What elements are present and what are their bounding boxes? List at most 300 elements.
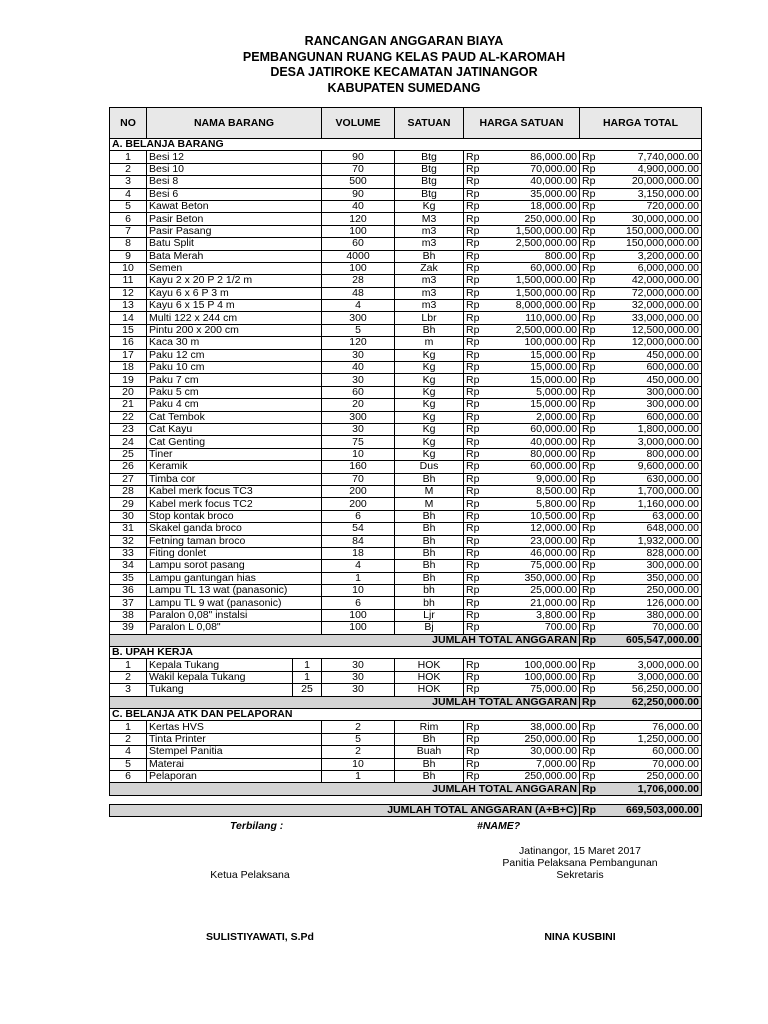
item-unit: Kg: [395, 448, 464, 460]
item-total-price: 12,500,000.00: [604, 324, 702, 336]
header-harga-satuan: HARGA SATUAN: [464, 108, 580, 139]
header-no: NO: [110, 108, 147, 139]
item-person-count: 1: [293, 671, 322, 683]
item-total-price: 7,740,000.00: [604, 151, 702, 163]
item-no: 7: [110, 225, 147, 237]
table-row: [110, 498, 702, 510]
item-unit: Btg: [395, 151, 464, 163]
item-total-price: 630,000.00: [604, 473, 702, 485]
table-row: [110, 349, 702, 361]
item-volume: 100: [322, 609, 395, 621]
currency-label: Rp: [580, 684, 604, 696]
currency-label: Rp: [464, 684, 488, 696]
item-no: 39: [110, 622, 147, 634]
grand-total-row: [110, 804, 702, 816]
item-total-price: 600,000.00: [604, 411, 702, 423]
item-no: 22: [110, 411, 147, 423]
currency-label: Rp: [580, 399, 604, 411]
item-total-price: 720,000.00: [604, 200, 702, 212]
section-total-label: JUMLAH TOTAL ANGGARAN: [110, 634, 580, 646]
item-total-price: 126,000.00: [604, 597, 702, 609]
currency-label: Rp: [464, 312, 488, 324]
currency-label: Rp: [580, 671, 604, 683]
item-volume: 4000: [322, 250, 395, 262]
item-name: Cat Genting: [147, 436, 322, 448]
table-row: [110, 312, 702, 324]
item-name: Pintu 200 x 200 cm: [147, 324, 322, 336]
item-total-price: 3,150,000.00: [604, 188, 702, 200]
terbilang-value: #NAME?: [477, 820, 521, 832]
currency-label: Rp: [464, 572, 488, 584]
currency-label: Rp: [464, 770, 488, 782]
table-body: [110, 139, 702, 817]
item-total-price: 3,000,000.00: [604, 436, 702, 448]
item-no: 6: [110, 213, 147, 225]
currency-label: Rp: [464, 188, 488, 200]
item-name: Stempel Panitia: [147, 746, 322, 758]
item-name: Fetning taman broco: [147, 535, 322, 547]
currency-label: Rp: [580, 448, 604, 460]
item-total-price: 12,000,000.00: [604, 337, 702, 349]
currency-label: Rp: [464, 411, 488, 423]
table-row: [110, 560, 702, 572]
table-row: [110, 448, 702, 460]
item-unit-price: 5,800.00: [488, 498, 580, 510]
currency-label: Rp: [464, 324, 488, 336]
table-row: [110, 523, 702, 535]
item-volume: 500: [322, 176, 395, 188]
item-unit-price: 100,000.00: [488, 659, 580, 671]
item-name: Paku 7 cm: [147, 374, 322, 386]
item-unit-price: 15,000.00: [488, 374, 580, 386]
item-name: Lampu TL 13 wat (panasonic): [147, 585, 322, 597]
item-no: 34: [110, 560, 147, 572]
currency-label: Rp: [580, 485, 604, 497]
table-row: [110, 746, 702, 758]
item-unit-price: 70,000.00: [488, 163, 580, 175]
item-unit-price: 700.00: [488, 622, 580, 634]
currency-label: Rp: [580, 287, 604, 299]
item-unit-price: 250,000.00: [488, 213, 580, 225]
item-total-price: 800,000.00: [604, 448, 702, 460]
item-total-price: 33,000,000.00: [604, 312, 702, 324]
currency-label: Rp: [580, 804, 604, 816]
currency-label: Rp: [464, 300, 488, 312]
header-volume: VOLUME: [322, 108, 395, 139]
currency-label: Rp: [464, 510, 488, 522]
item-volume: 40: [322, 362, 395, 374]
currency-label: Rp: [580, 250, 604, 262]
table-row: [110, 597, 702, 609]
currency-label: Rp: [464, 523, 488, 535]
item-total-price: 63,000.00: [604, 510, 702, 522]
item-total-price: 32,000,000.00: [604, 300, 702, 312]
currency-label: Rp: [464, 213, 488, 225]
header-harga-total: HARGA TOTAL: [580, 108, 702, 139]
item-unit-price: 15,000.00: [488, 362, 580, 374]
item-volume: 70: [322, 473, 395, 485]
item-unit: Kg: [395, 436, 464, 448]
currency-label: Rp: [464, 163, 488, 175]
item-name: Kabel merk focus TC3: [147, 485, 322, 497]
currency-label: Rp: [464, 250, 488, 262]
table-row: [110, 151, 702, 163]
currency-label: Rp: [580, 609, 604, 621]
currency-label: Rp: [464, 374, 488, 386]
item-volume: 120: [322, 337, 395, 349]
item-name: Kertas HVS: [147, 721, 322, 733]
currency-label: Rp: [464, 585, 488, 597]
currency-label: Rp: [464, 485, 488, 497]
item-total-price: 380,000.00: [604, 609, 702, 621]
item-name: Cat Tembok: [147, 411, 322, 423]
item-volume: 70: [322, 163, 395, 175]
currency-label: Rp: [580, 597, 604, 609]
currency-label: Rp: [464, 362, 488, 374]
item-total-price: 300,000.00: [604, 386, 702, 398]
item-no: 3: [110, 176, 147, 188]
item-volume: 10: [322, 758, 395, 770]
currency-label: Rp: [464, 399, 488, 411]
item-name: Keramik: [147, 461, 322, 473]
table-row: [110, 485, 702, 497]
item-volume: 20: [322, 399, 395, 411]
item-name: Multi 122 x 244 cm: [147, 312, 322, 324]
title-line-4: KABUPATEN SUMEDANG: [327, 80, 481, 95]
item-unit-price: 60,000.00: [488, 423, 580, 435]
item-unit-price: 800.00: [488, 250, 580, 262]
currency-label: Rp: [580, 262, 604, 274]
item-no: 37: [110, 597, 147, 609]
item-no: 3: [110, 684, 147, 696]
item-volume: 6: [322, 510, 395, 522]
currency-label: Rp: [464, 473, 488, 485]
item-unit: Bh: [395, 733, 464, 745]
item-volume: 10: [322, 448, 395, 460]
item-volume: 40: [322, 200, 395, 212]
item-volume: 160: [322, 461, 395, 473]
item-unit: HOK: [395, 684, 464, 696]
item-volume: 6: [322, 597, 395, 609]
item-name: Fiting donlet: [147, 547, 322, 559]
currency-label: Rp: [464, 275, 488, 287]
item-no: 23: [110, 423, 147, 435]
item-volume: 48: [322, 287, 395, 299]
currency-label: Rp: [580, 523, 604, 535]
table-header-row: [110, 108, 702, 139]
item-unit: Rim: [395, 721, 464, 733]
item-unit: HOK: [395, 671, 464, 683]
currency-label: Rp: [580, 200, 604, 212]
item-volume: 4: [322, 560, 395, 572]
currency-label: Rp: [580, 585, 604, 597]
table-row: [110, 411, 702, 423]
currency-label: Rp: [464, 609, 488, 621]
item-person-count: 1: [293, 659, 322, 671]
item-volume: 100: [322, 262, 395, 274]
item-unit: M: [395, 498, 464, 510]
item-volume: 120: [322, 213, 395, 225]
item-volume: 5: [322, 324, 395, 336]
item-unit-price: 21,000.00: [488, 597, 580, 609]
item-unit: Zak: [395, 262, 464, 274]
table-row: [110, 275, 702, 287]
item-no: 27: [110, 473, 147, 485]
section-header: [110, 647, 702, 659]
item-total-price: 250,000.00: [604, 770, 702, 782]
document-title: [0, 34, 768, 96]
item-total-price: 70,000.00: [604, 758, 702, 770]
item-no: 1: [110, 659, 147, 671]
item-unit: Kg: [395, 386, 464, 398]
item-unit-price: 30,000.00: [488, 746, 580, 758]
item-no: 24: [110, 436, 147, 448]
item-volume: 28: [322, 275, 395, 287]
currency-label: Rp: [464, 436, 488, 448]
item-unit: Dus: [395, 461, 464, 473]
currency-label: Rp: [580, 746, 604, 758]
currency-label: Rp: [580, 758, 604, 770]
currency-label: Rp: [464, 151, 488, 163]
currency-label: Rp: [464, 349, 488, 361]
currency-label: Rp: [464, 535, 488, 547]
item-total-price: 450,000.00: [604, 349, 702, 361]
item-unit-price: 2,500,000.00: [488, 238, 580, 250]
title-line-1: RANCANGAN ANGGARAN BIAYA: [304, 34, 504, 48]
item-no: 1: [110, 721, 147, 733]
item-total-price: 9,600,000.00: [604, 461, 702, 473]
item-volume: 54: [322, 523, 395, 535]
table-row: [110, 622, 702, 634]
item-volume: 18: [322, 547, 395, 559]
item-unit-price: 8,000,000.00: [488, 300, 580, 312]
item-no: 38: [110, 609, 147, 621]
item-no: 30: [110, 510, 147, 522]
currency-label: Rp: [580, 547, 604, 559]
currency-label: Rp: [464, 461, 488, 473]
item-unit: m: [395, 337, 464, 349]
table-row: [110, 671, 702, 683]
item-unit: Kg: [395, 423, 464, 435]
item-name: Cat Kayu: [147, 423, 322, 435]
currency-label: Rp: [464, 659, 488, 671]
item-unit: Bh: [395, 250, 464, 262]
item-volume: 10: [322, 585, 395, 597]
currency-label: Rp: [464, 547, 488, 559]
section-total-value: 62,250,000.00: [604, 696, 702, 708]
currency-label: Rp: [580, 659, 604, 671]
table-row: [110, 238, 702, 250]
item-no: 5: [110, 758, 147, 770]
currency-label: Rp: [464, 200, 488, 212]
item-unit: Bh: [395, 473, 464, 485]
item-no: 8: [110, 238, 147, 250]
item-name: Paralon 0,08" instalsi: [147, 609, 322, 621]
currency-label: Rp: [580, 213, 604, 225]
item-total-price: 3,000,000.00: [604, 659, 702, 671]
table-row: [110, 176, 702, 188]
item-name: Wakil kepala Tukang: [147, 671, 293, 683]
item-volume: 90: [322, 188, 395, 200]
table-row: [110, 188, 702, 200]
item-total-price: 1,700,000.00: [604, 485, 702, 497]
currency-label: Rp: [580, 386, 604, 398]
section-title: B. UPAH KERJA: [110, 647, 702, 659]
currency-label: Rp: [580, 572, 604, 584]
currency-label: Rp: [580, 770, 604, 782]
item-unit: Ljr: [395, 609, 464, 621]
table-row: [110, 609, 702, 621]
currency-label: Rp: [580, 349, 604, 361]
item-unit-price: 250,000.00: [488, 733, 580, 745]
item-name: Tinta Printer: [147, 733, 322, 745]
item-no: 5: [110, 200, 147, 212]
item-unit-price: 7,000.00: [488, 758, 580, 770]
item-name: Bata Merah: [147, 250, 322, 262]
section-total-value: 1,706,000.00: [604, 783, 702, 795]
table-row: [110, 386, 702, 398]
item-unit: m3: [395, 238, 464, 250]
item-unit: m3: [395, 300, 464, 312]
currency-label: Rp: [580, 436, 604, 448]
item-no: 10: [110, 262, 147, 274]
item-unit: m3: [395, 287, 464, 299]
item-unit: Buah: [395, 746, 464, 758]
currency-label: Rp: [580, 622, 604, 634]
table-row: [110, 213, 702, 225]
item-unit-price: 2,000.00: [488, 411, 580, 423]
currency-label: Rp: [580, 362, 604, 374]
item-name: Pelaporan: [147, 770, 322, 782]
section-header: [110, 139, 702, 151]
item-unit-price: 110,000.00: [488, 312, 580, 324]
item-total-price: 56,250,000.00: [604, 684, 702, 696]
item-no: 2: [110, 163, 147, 175]
table-row: [110, 399, 702, 411]
item-volume: 30: [322, 659, 395, 671]
signature-place-date: Jatinangor, 15 Maret 2017: [518, 845, 641, 857]
item-unit-price: 75,000.00: [488, 560, 580, 572]
item-unit: Kg: [395, 399, 464, 411]
item-name: Kayu 6 x 6 P 3 m: [147, 287, 322, 299]
currency-label: Rp: [464, 560, 488, 572]
table-row: [110, 225, 702, 237]
table-row: [110, 721, 702, 733]
item-total-price: 1,160,000.00: [604, 498, 702, 510]
item-name: Paku 4 cm: [147, 399, 322, 411]
item-volume: 75: [322, 436, 395, 448]
item-name: Pasir Beton: [147, 213, 322, 225]
currency-label: Rp: [464, 721, 488, 733]
item-volume: 300: [322, 411, 395, 423]
section-total-row: [110, 783, 702, 795]
item-volume: 30: [322, 349, 395, 361]
item-name: Kayu 6 x 15 P 4 m: [147, 300, 322, 312]
item-no: 35: [110, 572, 147, 584]
item-no: 14: [110, 312, 147, 324]
item-total-price: 350,000.00: [604, 572, 702, 584]
table-row: [110, 758, 702, 770]
item-no: 4: [110, 746, 147, 758]
item-no: 29: [110, 498, 147, 510]
currency-label: Rp: [580, 324, 604, 336]
item-name: Tiner: [147, 448, 322, 460]
table-row: [110, 324, 702, 336]
item-total-price: 60,000.00: [604, 746, 702, 758]
item-volume: 84: [322, 535, 395, 547]
item-total-price: 828,000.00: [604, 547, 702, 559]
grand-total-label: JUMLAH TOTAL ANGGARAN (A+B+C): [110, 804, 580, 816]
item-total-price: 150,000,000.00: [604, 238, 702, 250]
table-row: [110, 300, 702, 312]
item-no: 21: [110, 399, 147, 411]
item-no: 28: [110, 485, 147, 497]
item-unit-price: 60,000.00: [488, 461, 580, 473]
item-unit-price: 40,000.00: [488, 436, 580, 448]
item-unit: bh: [395, 585, 464, 597]
item-no: 6: [110, 770, 147, 782]
item-no: 26: [110, 461, 147, 473]
spacer-row: [110, 795, 702, 804]
currency-label: Rp: [464, 448, 488, 460]
item-unit-price: 18,000.00: [488, 200, 580, 212]
item-unit-price: 1,500,000.00: [488, 225, 580, 237]
item-name: Semen: [147, 262, 322, 274]
table-row: [110, 436, 702, 448]
item-unit-price: 80,000.00: [488, 448, 580, 460]
item-unit-price: 23,000.00: [488, 535, 580, 547]
item-unit-price: 35,000.00: [488, 188, 580, 200]
item-unit: Btg: [395, 188, 464, 200]
currency-label: Rp: [464, 597, 488, 609]
item-name: Pasir Pasang: [147, 225, 322, 237]
item-total-price: 70,000.00: [604, 622, 702, 634]
currency-label: Rp: [580, 374, 604, 386]
currency-label: Rp: [580, 560, 604, 572]
table-row: [110, 362, 702, 374]
currency-label: Rp: [580, 498, 604, 510]
item-no: 4: [110, 188, 147, 200]
table-row: [110, 585, 702, 597]
item-name: Paralon L 0,08": [147, 622, 322, 634]
table-row: [110, 250, 702, 262]
item-unit: m3: [395, 225, 464, 237]
currency-label: Rp: [580, 634, 604, 646]
item-unit-price: 8,500.00: [488, 485, 580, 497]
currency-label: Rp: [580, 300, 604, 312]
item-volume: 5: [322, 733, 395, 745]
item-no: 13: [110, 300, 147, 312]
item-no: 15: [110, 324, 147, 336]
title-line-2: PEMBANGUNAN RUANG KELAS PAUD AL-KAROMAH: [242, 49, 566, 64]
item-unit: bh: [395, 597, 464, 609]
item-unit: M: [395, 485, 464, 497]
item-name: Kepala Tukang: [147, 659, 293, 671]
currency-label: Rp: [464, 337, 488, 349]
item-name: Skakel ganda broco: [147, 523, 322, 535]
item-no: 2: [110, 671, 147, 683]
currency-label: Rp: [580, 163, 604, 175]
currency-label: Rp: [580, 312, 604, 324]
item-unit: Kg: [395, 200, 464, 212]
section-header: [110, 708, 702, 720]
item-name: Besi 8: [147, 176, 322, 188]
item-total-price: 600,000.00: [604, 362, 702, 374]
item-total-price: 42,000,000.00: [604, 275, 702, 287]
item-total-price: 300,000.00: [604, 560, 702, 572]
currency-label: Rp: [580, 411, 604, 423]
table-row: [110, 337, 702, 349]
